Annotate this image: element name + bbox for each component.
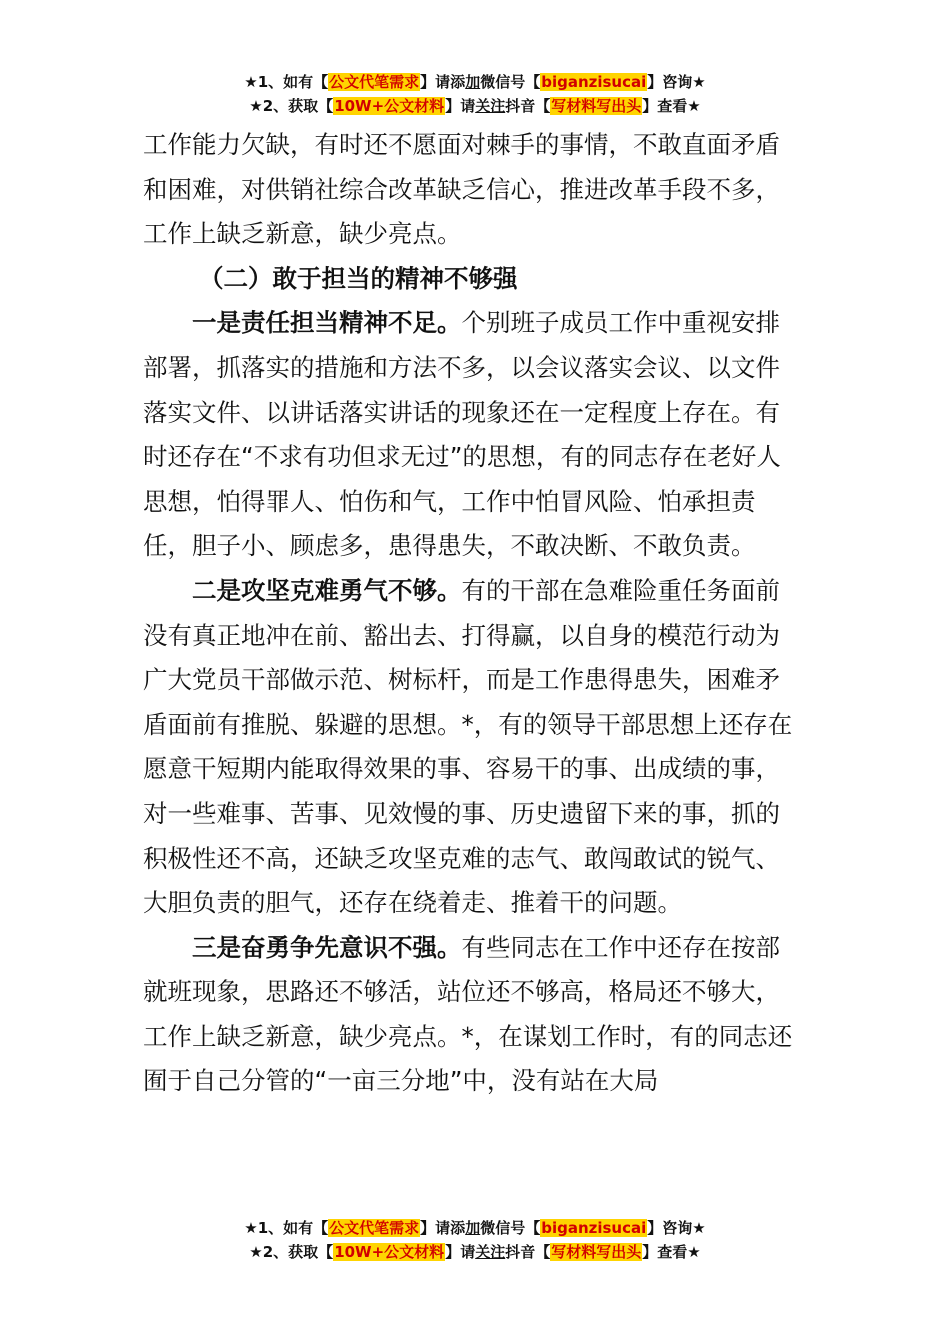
banner-text: ★2、获取【 [249, 1243, 334, 1261]
banner-line-1 [0, 1216, 950, 1240]
banner-line-2 [0, 94, 950, 118]
banner-text: 抖音【 [505, 97, 551, 115]
banner-text: 】咨询★ [647, 1219, 706, 1237]
header-banner [0, 70, 950, 118]
paragraph-lead: 三是奋勇争先意识不强。 [192, 932, 462, 962]
intro-paragraph: 工作能力欠缺，有时还不愿面对棘手的事情，不敢直面矛盾和困难，对供销社综合改革缺乏信心，推进改革手段不多，工作上缺乏新意，缺少亮点。 [143, 130, 780, 249]
banner-highlight: 公文代笔需求 [329, 73, 420, 91]
document-body [143, 123, 803, 1104]
banner-line-1 [0, 70, 950, 94]
paragraph-lead: 一是责任担当精神不足。 [192, 308, 462, 338]
paragraph-lead: 二是攻坚克难勇气不够。 [192, 575, 462, 605]
banner-text: 微信号【 [480, 73, 541, 91]
banner-text: 】查看★ [642, 1243, 701, 1261]
banner-highlight: biganzisucai [541, 1219, 647, 1237]
banner-text: 】请添 [420, 1219, 466, 1237]
banner-highlight: 写材料写出头 [551, 1243, 642, 1261]
paragraph-2 [143, 569, 803, 926]
paragraph-1 [143, 301, 803, 569]
banner-text: ★2、获取【 [249, 97, 334, 115]
banner-highlight: biganzisucai [541, 73, 647, 91]
banner-highlight: 10W+公文材料 [334, 1243, 445, 1261]
banner-underline: 关注 [475, 97, 506, 115]
paragraph-text: 个别班子成员工作中重视安排部署，抓落实的措施和方法不多，以会议落实会议、以文件落实文件、以讲话落实讲话的现象还在一定程度上存在。有时还存在“不求有功但求无过”的思想，有的同志存在老好人思想，怕得罪人、怕伤和气，工作中怕冒风险、怕承担责任，胆子小、顾虑多，患得患失，不敢决断、不敢负责。 [143, 308, 781, 561]
banner-text: 】咨询★ [647, 73, 706, 91]
section-heading: （二）敢于担当的精神不够强 [199, 263, 518, 293]
banner-underline: 加 [465, 1219, 481, 1237]
banner-highlight: 写材料写出头 [551, 97, 642, 115]
banner-highlight: 10W+公文材料 [334, 97, 445, 115]
banner-text: 】查看★ [642, 97, 701, 115]
banner-text: 抖音【 [505, 1243, 551, 1261]
paragraph-3 [143, 926, 803, 1104]
paragraph-text: 有些同志在工作中还存在按部就班现象，思路还不够活，站位还不够高，格局还不够大，工作上缺乏新意，缺少亮点。*，在谋划工作时，有的同志还囿于自己分管的“一亩三分地”中，没有站在大局 [143, 932, 793, 1096]
banner-text: ★1、如有【 [244, 73, 329, 91]
banner-text: 】请 [445, 97, 476, 115]
banner-line-2 [0, 1240, 950, 1264]
footer-banner [0, 1216, 950, 1264]
banner-text: 】请添 [420, 73, 466, 91]
banner-text: 】请 [445, 1243, 476, 1261]
banner-text: 微信号【 [480, 1219, 541, 1237]
paragraph-text: 有的干部在急难险重任务面前没有真正地冲在前、豁出去、打得赢，以自身的模范行动为广大党员干部做示范、树标杆，而是工作患得患失，困难矛盾面前有推脱、躲避的思想。*，有的领导干部思想上还存在愿意干短期内能取得效果的事、容易干的事、出成绩的事，对一些难事、苦事、见效慢的事、历史遗留下来的事，抓的积极性还不高，还缺乏攻坚克难的志气、敢闯敢试的锐气、大胆负责的胆气，还存在绕着走、推着干的问题。 [143, 575, 793, 918]
banner-underline: 加 [465, 73, 481, 91]
banner-underline: 关注 [475, 1243, 506, 1261]
banner-text: ★1、如有【 [244, 1219, 329, 1237]
banner-highlight: 公文代笔需求 [329, 1219, 420, 1237]
